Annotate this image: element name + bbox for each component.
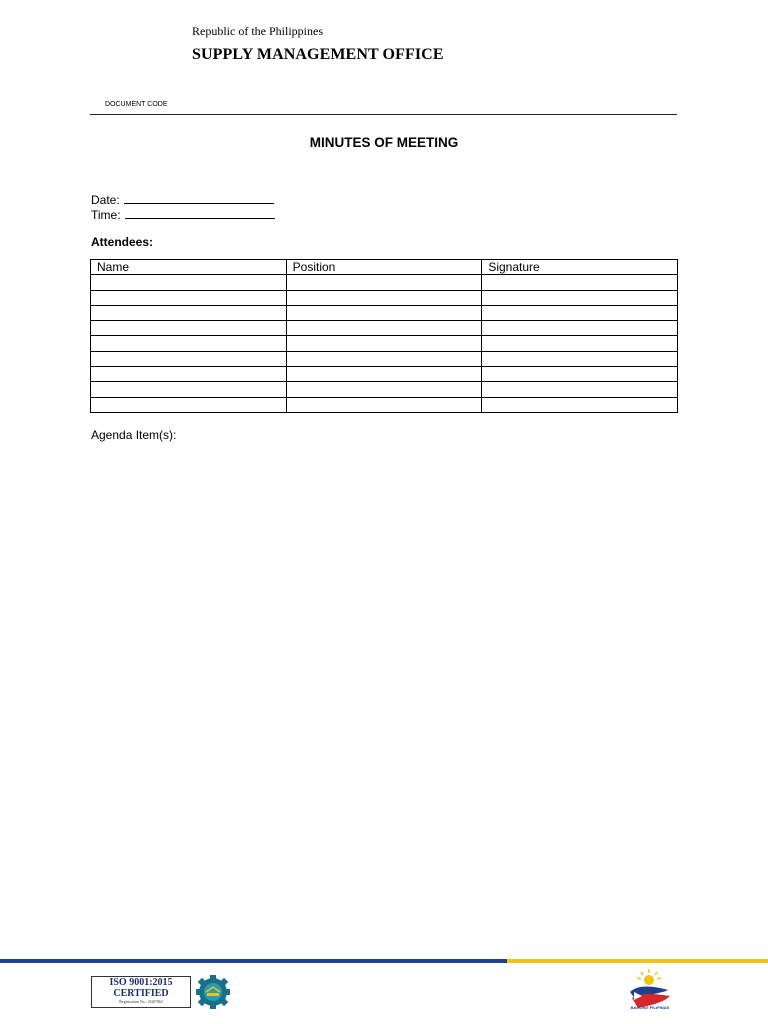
certification-gear-icon (193, 974, 233, 1010)
position-cell[interactable] (286, 305, 482, 320)
table-row (91, 290, 678, 305)
agenda-label: Agenda Item(s): (91, 428, 177, 442)
attendees-label: Attendees: (91, 235, 154, 249)
signature-cell[interactable] (482, 367, 678, 382)
name-cell[interactable] (91, 275, 287, 290)
document-code-label: DOCUMENT CODE (105, 101, 168, 108)
office-heading: SUPPLY MANAGEMENT OFFICE (192, 46, 444, 63)
name-cell[interactable] (91, 397, 287, 412)
iso-registration-text: Registration No.: 2Q07862 (119, 999, 163, 1004)
column-header-name: Name (91, 260, 287, 275)
name-cell[interactable] (91, 321, 287, 336)
name-cell[interactable] (91, 367, 287, 382)
signature-cell[interactable] (482, 351, 678, 366)
name-cell[interactable] (91, 382, 287, 397)
signature-cell[interactable] (482, 382, 678, 397)
table-row (91, 321, 678, 336)
signature-cell[interactable] (482, 305, 678, 320)
attendees-table (90, 259, 678, 413)
table-row (91, 397, 678, 412)
signature-cell[interactable] (482, 321, 678, 336)
table-row (91, 382, 678, 397)
position-cell[interactable] (286, 382, 482, 397)
footer-blue-bar (0, 959, 507, 963)
time-field[interactable] (91, 207, 275, 222)
iso-certified-badge (91, 976, 191, 1008)
table-header-row (91, 260, 678, 275)
header-divider (90, 114, 677, 115)
signature-cell[interactable] (482, 275, 678, 290)
table-row (91, 336, 678, 351)
position-cell[interactable] (286, 397, 482, 412)
signature-cell[interactable] (482, 290, 678, 305)
position-cell[interactable] (286, 336, 482, 351)
republic-heading: Republic of the Philippines (192, 24, 323, 38)
column-header-signature: Signature (482, 260, 678, 275)
iso-standard-text: ISO 9001:2015 (109, 977, 173, 988)
table-row (91, 367, 678, 382)
date-field[interactable] (91, 192, 274, 207)
date-label: Date: (91, 193, 120, 207)
position-cell[interactable] (286, 275, 482, 290)
bagong-pilipinas-text: BAGONG PILIPINAS (630, 1005, 670, 1010)
position-cell[interactable] (286, 367, 482, 382)
column-header-position: Position (286, 260, 482, 275)
signature-cell[interactable] (482, 336, 678, 351)
footer-gold-bar (507, 959, 768, 963)
name-cell[interactable] (91, 336, 287, 351)
table-row (91, 275, 678, 290)
signature-cell[interactable] (482, 397, 678, 412)
date-blank-line[interactable] (124, 192, 274, 204)
position-cell[interactable] (286, 351, 482, 366)
position-cell[interactable] (286, 321, 482, 336)
time-blank-line[interactable] (125, 207, 275, 219)
time-label: Time: (91, 208, 121, 222)
document-title: MINUTES OF MEETING (309, 135, 459, 150)
name-cell[interactable] (91, 290, 287, 305)
position-cell[interactable] (286, 290, 482, 305)
table-row (91, 305, 678, 320)
iso-certified-text: CERTIFIED (113, 988, 169, 999)
name-cell[interactable] (91, 305, 287, 320)
table-row (91, 351, 678, 366)
name-cell[interactable] (91, 351, 287, 366)
